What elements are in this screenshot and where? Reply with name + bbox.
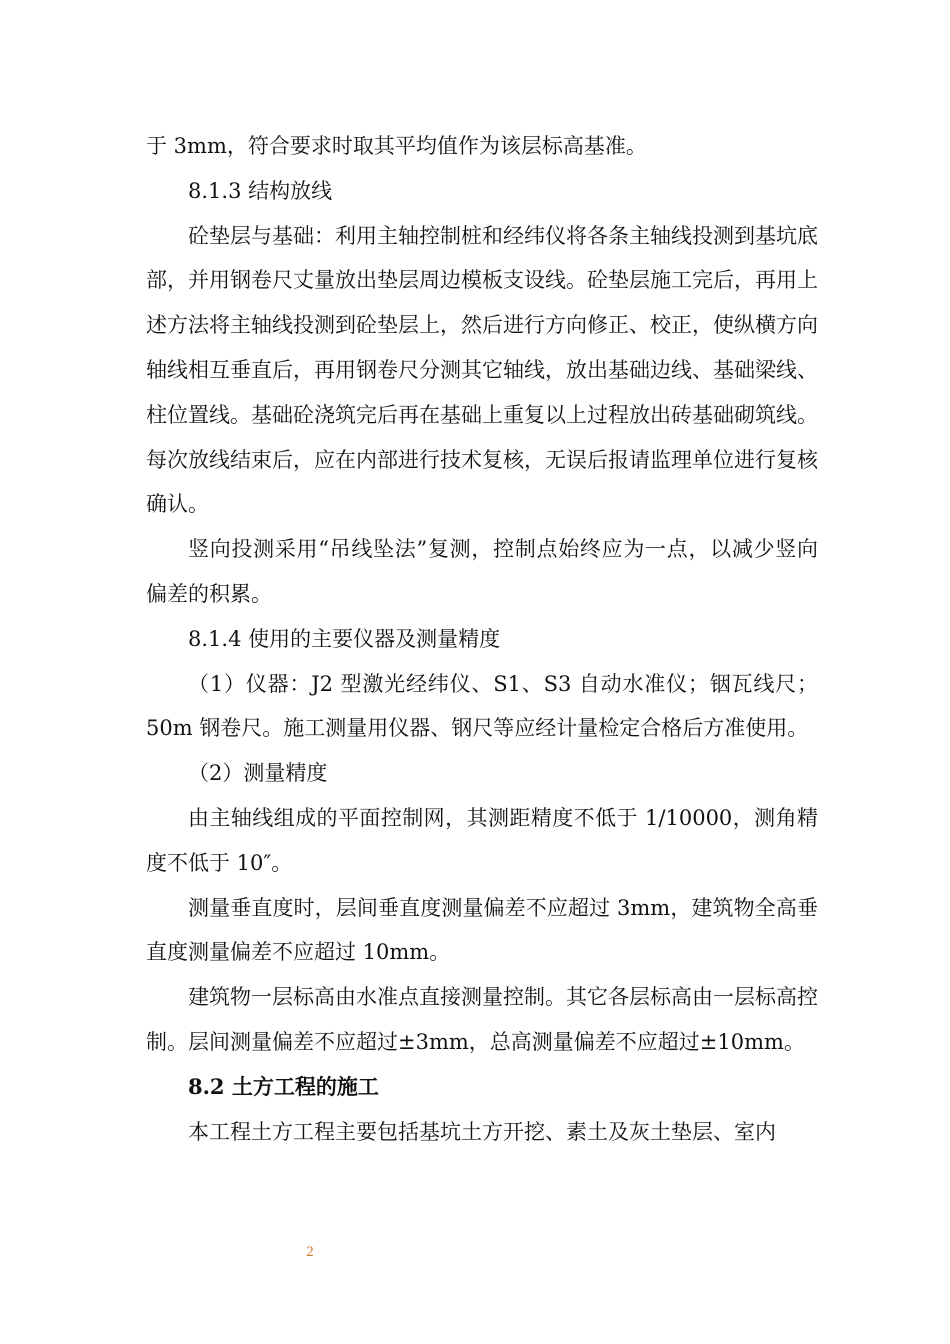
paragraph-verticality: 测量垂直度时，层间垂直度测量偏差不应超过 3mm，建筑物全高垂直度测量偏差不应超过 10mm。 — [146, 895, 818, 965]
paragraph-elevation-control: 建筑物一层标高由水准点直接测量控制。其它各层标高由一层标高控制。层间测量偏差不应超过±3mm，总高测量偏差不应超过±10mm。 — [146, 985, 818, 1054]
page-number: 2 — [306, 1244, 314, 1260]
document-body — [146, 124, 818, 1154]
section-heading-8-1-4: 8.1.4 使用的主要仪器及测量精度 — [188, 626, 501, 651]
paragraph-earthwork-intro: 本工程土方工程主要包括基坑土方开挖、素土及灰土垫层、室内 — [188, 1119, 776, 1144]
paragraph-vertical-projection: 竖向投测采用“吊线坠法”复测，控制点始终应为一点，以减少竖向偏差的积累。 — [146, 537, 818, 606]
section-heading-8-2: 8.2 土方工程的施工 — [188, 1073, 379, 1099]
section-heading-8-1-3: 8.1.3 结构放线 — [188, 178, 333, 203]
paragraph-foundation-layout: 砼垫层与基础：利用主轴控制桩和经纬仪将各条主轴线投测到基坑底部，并用钢卷尺丈量放出垫层周边模板支设线。砼垫层施工完后，再用上述方法将主轴线投测到砼垫层上，然后进行方向修正、校正，使纵横方向轴线相互垂直后，再用钢卷尺分测其它轴线，放出基础边线、基础梁线、柱位置线。基础砼浇筑完后再在基础上重复以上过程放出砖基础砌筑线。每次放线结束后，应在内部进行技术复核，无误后报请监理单位进行复核确认。 — [146, 223, 818, 517]
paragraph-continuation: 于 3mm，符合要求时取其平均值作为该层标高基准。 — [146, 134, 647, 158]
paragraph-control-network: 由主轴线组成的平面控制网，其测距精度不低于 1/10000，测角精度不低于 10″。 — [146, 805, 818, 875]
subheading-measurement-precision: （2）测量精度 — [188, 761, 328, 786]
paragraph-instruments: （1）仪器：J2 型激光经纬仪、S1、S3 自动水准仪；铟瓦线尺；50m 钢卷尺。施工测量用仪器、钢尺等应经计量检定合格后方准使用。 — [146, 671, 818, 741]
